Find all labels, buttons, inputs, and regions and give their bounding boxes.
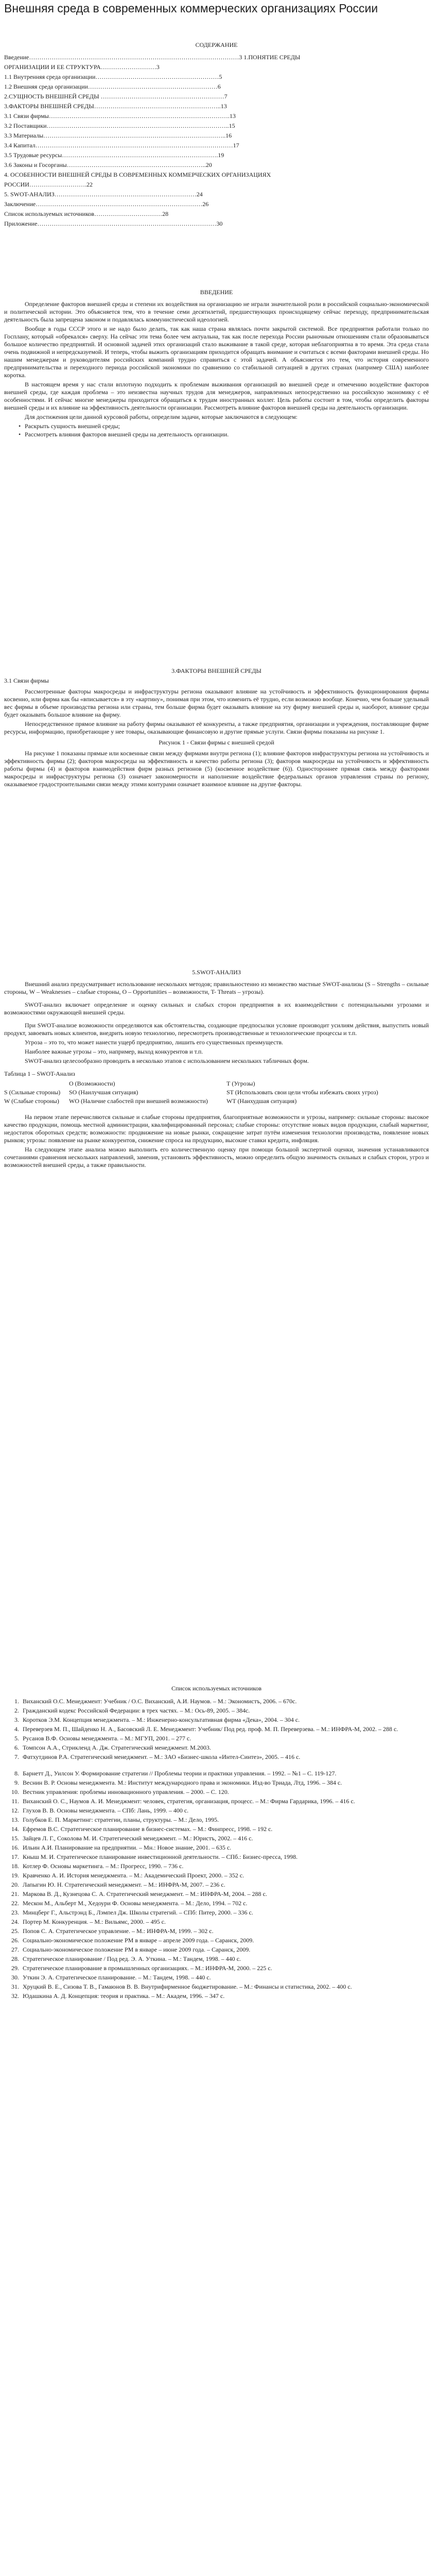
reference-item: 3. Коротков Э.М. Концепция менеджмента. – М.: Инженерно-консультативная фирма «Дека», 2004. – 304 с. (21, 1716, 429, 1724)
toc-entry[interactable]: 5. SWOT-АНАЛИЗ……………………………………………………………24 (4, 191, 203, 198)
section-paragraph: Рассмотренные факторы макросреды и инфраструктуры региона оказывают влияние на устойчивость и эффективность функционирования фирмы косвенно, или фирма как бы «вписывается» в эту «картину», понимая при этом, что изменить её трудно, если возможно вообще. Конечно, чем больше удельный вес фирмы в объеме производства региона или страны, тем больше фирма будет оказывать влияние на эту фирму внешней среды и, наоборот, влияние среды будет оказывать большое влияние на фирму. (4, 688, 429, 718)
toc-entry[interactable]: 1.2 Внешняя среда организации………………………………………………………6 (4, 83, 221, 90)
reference-item: 6. Томпсон А.А., Стрикленд А. Дж. Стратегический менеджмент. М.2003. (21, 1744, 429, 1752)
section-heading: 3.ФАКТОРЫ ВНЕШНЕЙ СРЕДЫ (171, 667, 261, 674)
document-title: Внешняя среда в современных коммерческих организациях России (4, 2, 378, 15)
table-row (4, 1080, 384, 1089)
reference-item: 29. Стратегическое планирование в промышленных организациях. – М.: ИНФРА-М, 2000. – 225 с. (21, 1964, 429, 1972)
table-cell: S (Сильные стороны) (4, 1089, 61, 1096)
intro-paragraph: В настоящем время у нас стали вплотную подходить к проблемам выживания организаций во внешней среде и отмечению воздействие факторов внешней среды, где каждая проблема – это неизвестна научных трудов для менеджеров, направленных непосредственно на российскую экономику с её особенностями. И сейчас многие менеджеры приходится обращаться к трудам иностранных коллег. Цель работы состоит в том, чтобы определить факторы внешней среды и их влияние на эффективность деятельности организации. Рассмотреть влияние факторов внешней среды на деятельность организации. (4, 381, 429, 411)
toc-entry[interactable]: 3.ФАКТОРЫ ВНЕШНЕЙ СРЕДЫ……………………………………………………..13 (4, 103, 227, 110)
table-cell: WT (Наихудшая ситуация) (226, 1097, 297, 1105)
reference-item: 2. Гражданский кодекс Российской Федерации: в трех частях. – М.: Ось-89, 2005. – 384с. (21, 1707, 429, 1715)
toc-entry[interactable]: 3.6 Законы и Госорганы…………………………………………………………..20 (4, 161, 212, 168)
toc-entry[interactable]: 4. ОСОБЕННОСТИ ВНЕШНЕЙ СРЕДЫ В СОВРЕМЕННЫХ КОММЕРЧЕСКИХ ОРГАНИЗАЦИЯХ (4, 171, 271, 178)
table-cell: ST (Использовать свои цели чтобы избежать своих угроз) (226, 1089, 378, 1096)
reference-item: 14. Ефремов В.С. Стратегическое планирование в бизнес-системах. – М.: Финпресс, 1998. – 192 с. (21, 1825, 429, 1833)
reference-item: 20. Лапыгин Ю. Н. Стратегический менеджмент. – М.: ИНФРА-М, 2007. – 236 с. (21, 1881, 429, 1889)
list-item: • Рассмотреть влияния факторов внешней среды на деятельность организации. (20, 431, 429, 438)
table-row (4, 1089, 384, 1097)
references-gap (21, 1762, 429, 1770)
table-cell: SO (Наилучшая ситуация) (69, 1089, 138, 1096)
swot-heading: 5.SWOT-АНАЛИЗ (192, 969, 241, 976)
toc-entry[interactable]: 3.4 Капитал……………………………………………………………………………………17 (4, 142, 239, 149)
reference-item: 12. Глухов В. В. Основы менеджмента. – СПб: Лань, 1999. – 400 с. (21, 1807, 429, 1815)
reference-item: 17. Кныш М. И. Стратегическое планирование инвестиционной деятельности. – СПб.: Бизнес-пресса, 1998. (21, 1853, 429, 1861)
toc-entry[interactable]: 3.2 Поставщики……………………………………………………………………………..15 (4, 122, 235, 129)
reference-item: 8. Барнетт Д., Уилсон У. Формирование стратегии // Проблемы теории и практики управления. – 1992. – №1 – С. 119-127. (21, 1770, 429, 1777)
references-heading: Список используемых источников (171, 1685, 262, 1692)
reference-item: 30. Уткин Э. А. Стратегическое планирование. – М.: Тандем, 1998. – 440 с. (21, 1974, 429, 1981)
table-cell: О (Возможности) (69, 1080, 115, 1087)
table-row (4, 1097, 384, 1106)
toc-entry[interactable]: Список используемых источников……………………………28 (4, 210, 169, 217)
introduction-section (4, 289, 429, 439)
section-paragraph: Непосредственное прямое влияние на работу фирмы оказывают её конкуренты, а также предприятия, организации и учреждения, поставляющие фирме ресурсы, информацию, приобретающие у нее товары, оказывающие финансовую и другие прямые услуги. Связи фирмы показаны на рисунке 1. (4, 720, 429, 735)
references-section (4, 1685, 429, 2002)
table-cell: Т (Угрозы) (226, 1080, 255, 1087)
swot-paragraph: На первом этапе перечисляются сильные и слабые стороны предприятия, благоприятные возможности и угрозы, например: сильные стороны: высокое качество продукции, помощь местной администрации, квалифицированный персонал; слабые стороны: отсутствие новых видов продукции, слабый маркетинг, недостаток оборотных средств; возможности: продвижение на новые рынки, сокращение затрат путём изменения технологии производства, появление новых рынков; угрозы: появление на рынке конкурентов, снижение спроса на продукцию, высокие ставки кредита, инфляция. (4, 1113, 429, 1144)
reference-item: 22. Мескон М., Альберт М., Хедоури Ф. Основы менеджмента. – М.: Дело, 1994. – 702 с. (21, 1900, 429, 1907)
toc-entry[interactable]: Введение…………………………………………………………………………………………3 1.ПОНЯТИЕ СРЕДЫ (4, 54, 301, 61)
table-of-contents (4, 41, 429, 230)
toc-entry[interactable]: ОРГАНИЗАЦИИ И ЕЕ СТРУКТУРА………………………3 (4, 63, 160, 71)
swot-paragraph: SWOT-анализ включает определение и оценку сильных и слабых сторон предприятия в их взаимодействии с потенциальными угрозами и возможностями окружающей внешней среды. (4, 1001, 429, 1016)
toc-entry[interactable]: 1.1 Внутренняя среда организации……………………………………………………5 (4, 73, 222, 80)
reference-item: 18. Котлер Ф. Основы маркетинга. – М.: Прогресс, 1990. – 736 с. (21, 1862, 429, 1870)
swot-paragraph: Наиболее важные угрозы – это, например, выход конкурентов и т.п. (25, 1048, 203, 1055)
section-paragraph: На рисунке 1 показаны прямые или косвенные связи между фирмами внутри региона (1); влияние факторов инфраструктуры региона на устойчивость и эффективность фирмы (2); факторов макросреды на эффективность и качество работы региона (3); факторов макросреды на устойчивость и эффективность работы фирмы (4) и факторов взаимодействия фирм разных регионов (5) (косвенное воздействие (6)). Одностороннее прямая связь между факторами макросреды и инфраструктуры региона (3) означает закономерности и наполнение воздействие федеральных органов управления страны по региону, оказываемое градостроительными связи между этими контурами означает взаимное влияние на другие факторы. (4, 750, 429, 788)
references-list (4, 1698, 429, 2000)
reference-item: 19. Кравченко А. И. История менеджмента. – М.: Академический Проект, 2000. – 352 с. (21, 1872, 429, 1879)
toc-entry[interactable]: Заключение………………………………………………………………………26 (4, 200, 209, 208)
figure-caption: Рисунок 1 - Связи фирмы с внешней средой (159, 739, 274, 746)
reference-item: 23. Минцберг Г., Альстрэнд Б., Лэмпел Дж. Школы стратегий. – СПб: Питер, 2000. – 336 с. (21, 1909, 429, 1917)
intro-heading: ВВЕДЕНИЕ (200, 289, 233, 296)
intro-paragraph: Вообще в годы СССР этого и не надо было делать, так как наша страна являлась почти закрытой системой. Все предприятия работали только по Госплану, который «обрекался» сверху. На сейчас эти тема более чем актуальна, так как после перехода России рыночным отношениям стали образовываться большое количество предприятий. И основной задачей этих организаций стало выживание в такой среде, которая неблагоприятна в то время. Эта среда стала очень подвижной и непредсказуемой. И теперь, чтобы выжить организациям приходится обращать внимание и считаться с всеми факторами внешней среды. Но нашим менеджерам и руководителям российских компаний трудно справиться с этой задачей. А объясняется это тем, что история современного предпринимательства и переходного периода российской экономики по сравнению со стабильной ситуацией в других странах (например США) наиболее коротка. (4, 325, 429, 379)
intro-task-list (4, 422, 429, 438)
swot-paragraph: Угроза – это то, что может нанести ущерб предприятию, лишить его существенных преимуществ. (25, 1039, 284, 1046)
reference-item: 16. Ильин А.И. Планирование на предприятии. – Мн.: Новое знание, 2001. – 635 с. (21, 1844, 429, 1852)
toc-heading: СОДЕРЖАНИЕ (195, 41, 238, 48)
reference-item: 1. Виханский О.С. Менеджмент: Учебник / О.С. Виханский, А.И. Наумов. – М.: Экономистъ, 2006. – 670с. (21, 1698, 429, 1705)
reference-item: 5. Русанов В.Ф. Основы менеджмента. – М.: МГУП, 2001. – 277 с. (21, 1735, 429, 1742)
reference-item: 7. Фатхутдинов Р.А. Стратегический менеджмент. – М.: ЗАО «Бизнес-школа «Интел-Синтез», 2005. – 416 с. (21, 1753, 429, 1761)
reference-item: 32. Юдашкина А. Д. Концепция: теория и практика. – М.: Академ, 1996. – 347 с. (21, 1992, 429, 2000)
reference-item: 10. Вестник управления: проблемы инновационного управления. – 2000. – С. 120. (21, 1788, 429, 1796)
swot-paragraph: Внешний анализ предусматривает использование нескольких методов; правильностенно из множество мастные SWOT-анализы (S – Strengths – сильные стороны, W – Weaknesses – слабые стороны, O – Opportunities – возможности, T- Threats – угрозы). (4, 980, 429, 995)
reference-item: 21. Маркова В. Д., Кузнецова С. А. Стратегический менеджмент. – М.: ИНФРА-М, 2004. – 288 с. (21, 1890, 429, 1898)
reference-item: 15. Зайцев Л. Г., Соколова М. И. Стратегический менеджмент. – М.: Юристъ, 2002. – 416 с. (21, 1835, 429, 1842)
subsection-heading: 3.1 Связи фирмы (4, 677, 49, 684)
toc-lines (4, 54, 429, 230)
reference-item: 25. Попов С. А. Стратегическое управление. – М.: ИНФРА-М, 1999. – 302 с. (21, 1927, 429, 1935)
reference-item: 4. Переверзев М. П., Шайденко Н. А., Басовский Л. Е. Менеджмент: Учебник/ Под ред. проф. М. П. Переверзева. – М.: ИНФРА-М, 2002. – 288 с. (21, 1725, 429, 1733)
list-item: • Раскрыть сущность внешней среды; (20, 422, 429, 430)
table-cell: W (Слабые стороны) (4, 1097, 59, 1105)
toc-entry[interactable]: 3.1 Связи фирмы…………………………………………………………………………….13 (4, 112, 236, 120)
swot-section (4, 969, 429, 1171)
table-cell: WO (Наличие слабостей при внешней возможности) (69, 1097, 208, 1105)
factors-section (4, 667, 429, 790)
intro-paragraph: Определение факторов внешней среды и степени их воздействия на организацию не играли значительной роли в российской социально-экономической и политической истории. Это объясняется тем, что в течение семи десятилетий, предшествующих происходящему сейчас переходу, предпринимательская деятельность была запрещена законом и подавлялась коммунистической идеологией. (4, 300, 429, 323)
swot-table (4, 1080, 384, 1106)
toc-entry[interactable]: 2.СУЩНОСТЬ ВНЕШНЕЙ СРЕДЫ ……………………………………………………7 (4, 93, 228, 100)
swot-paragraph: SWOT-анализ целесообразно проводить в несколько этапов с использованием нескольких табличных форм. (25, 1057, 309, 1064)
reference-item: 11. Виханский О. С., Наумов А. И. Менеджмент: человек, стратегия, организация, процесс. – М.: Фирма Гардарика, 1996. – 416 с. (21, 1798, 429, 1805)
table-cell (4, 1080, 69, 1089)
swot-paragraph: На следующем этапе анализа можно выполнить его количественную оценку при помощи большой экспертной оценки, значения устанавливаются сочетаниями сравнения нескольких направлений, заменив, установить эффективность, можно определить общую значимость сильных и слабых сторон, угроз и возможностей внешней среды, а также правильности. (4, 1146, 429, 1168)
reference-item: 9. Веснин В. Р. Основы менеджмента. М.: Институт международного права и экономики. Изд-во Триада, Лтд, 1996. – 384 с. (21, 1779, 429, 1787)
table-caption: Таблица 1 – SWOT-Анализ (4, 1070, 75, 1077)
swot-paragraph: При SWOT-анализе возможности определяются как обстоятельства, создающие предпосылки условие производит усилиям действия, выпустить новый продукт, завоевать новых клиентов, внедрить новую технологию, пересмотреть производственные и технологические процессы и т.п. (4, 1022, 429, 1037)
reference-item: 27. Социально-экономическое положение РМ в январе – июне 2009 года. – Саранск, 2009. (21, 1946, 429, 1954)
reference-item: 13. Голубков Е. П. Маркетинг: стратегии, планы, структуры. – М.: Дело, 1995. (21, 1816, 429, 1824)
toc-entry[interactable]: Приложение……………………………………………………………………………30 (4, 220, 223, 227)
toc-entry[interactable]: 3.5 Трудовые ресурсы………………………………………………………………….19 (4, 151, 224, 159)
reference-item: 31. Хруцкий В. Е., Сизова Т. В., Гамаюнов В. В. Внутрифирменное бюджетирование. – М.: Финансы и статистика, 2002. – 400 с. (21, 1983, 429, 1991)
toc-entry[interactable]: РОССИИ……………………….22 (4, 181, 93, 188)
toc-entry[interactable]: 3.3 Материалы……………………………………………………………………………..16 (4, 132, 232, 139)
reference-item: 26. Социально-экономическое положение РМ в январе – апреле 2009 года. – Саранск, 2009. (21, 1937, 429, 1944)
reference-item: 24. Портер М. Конкуренция. – М.: Вильямс, 2000. – 495 с. (21, 1918, 429, 1926)
reference-item: 28. Стратегическое планирование / Под ред. Э. А. Уткина. – М.: Тандем, 1998. – 440 с. (21, 1955, 429, 1963)
intro-paragraph: Для достижения цели данной курсовой работы, определим задачи, которые заключаются в следующем: (25, 413, 298, 420)
